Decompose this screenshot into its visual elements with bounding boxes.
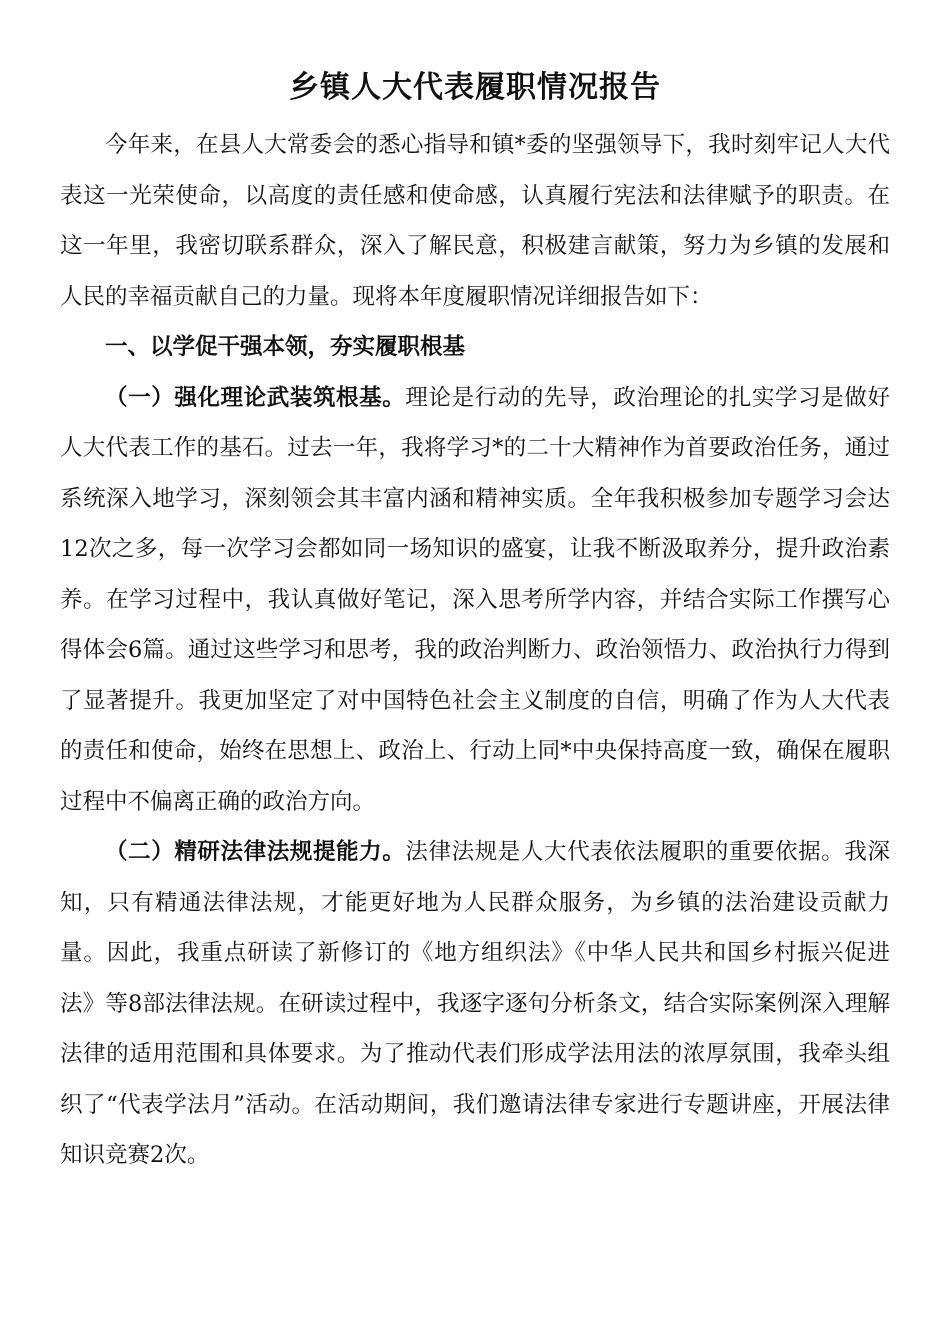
intro-paragraph: 今年来，在县人大常委会的悉心指导和镇*委的坚强领导下，我时刻牢记人大代表这一光荣使命，以高度的责任感和使命感，认真履行宪法和法律赋予的职责。在这一年里，我密切联系群众，深入了解民意，积极建言献策，努力为乡镇的发展和人民的幸福贡献自己的力量。现将本年度履职情况详细报告如下： [60, 132, 890, 310]
section1-item2-paragraph [60, 827, 890, 1181]
section1-item2-text: 法律法规是人大代表依法履职的重要依据。我深知，只有精通法律法规，才能更好地为人民群众服务，为乡镇的法治建设贡献力量。因此，我重点研读了新修订的《地方组织法》《中华人民共和国乡村振兴促进法》等8部法律法规。在研读过程中，我逐字逐句分析条文，结合实际案例深入理解法律的适用范围和具体要求。为了推动代表们形成学法用法的浓厚氛围，我牵头组织了“代表学法月”活动。在活动期间，我们邀请法律专家进行专题讲座，开展法律知识竞赛2次。 [60, 839, 890, 1168]
section-heading-1: 一、以学促干强本领，夯实履职根基 [105, 334, 466, 360]
document-page [60, 58, 890, 1181]
section1-item1-lead: （一）强化理论武装筑根基。 [105, 384, 406, 411]
section1-item1-paragraph [60, 373, 890, 828]
section1-item2-lead: （二）精研法律法规提能力。 [105, 839, 406, 865]
document-title: 乡镇人大代表履职情况报告 [289, 70, 661, 105]
section1-item1-text: 理论是行动的先导，政治理论的扎实学习是做好人大代表工作的基石。过去一年，我将学习*的二十大精神作为首要政治任务，通过系统深入地学习，深刻领会其丰富内涵和精神实质。全年我积极参加专题学习会达12次之多，每一次学习会都如同一场知识的盛宴，让我不断汲取养分，提升政治素养。在学习过程中，我认真做好笔记，深入思考所学内容，并结合实际工作撰写心得体会6篇。通过这些学习和思考，我的政治判断力、政治领悟力、政治执行力得到了显著提升。我更加坚定了对中国特色社会主义制度的自信，明确了作为人大代表的责任和使命，始终在思想上、政治上、行动上同*中央保持高度一致，确保在履职过程中不偏离正确的政治方向。 [60, 384, 890, 815]
